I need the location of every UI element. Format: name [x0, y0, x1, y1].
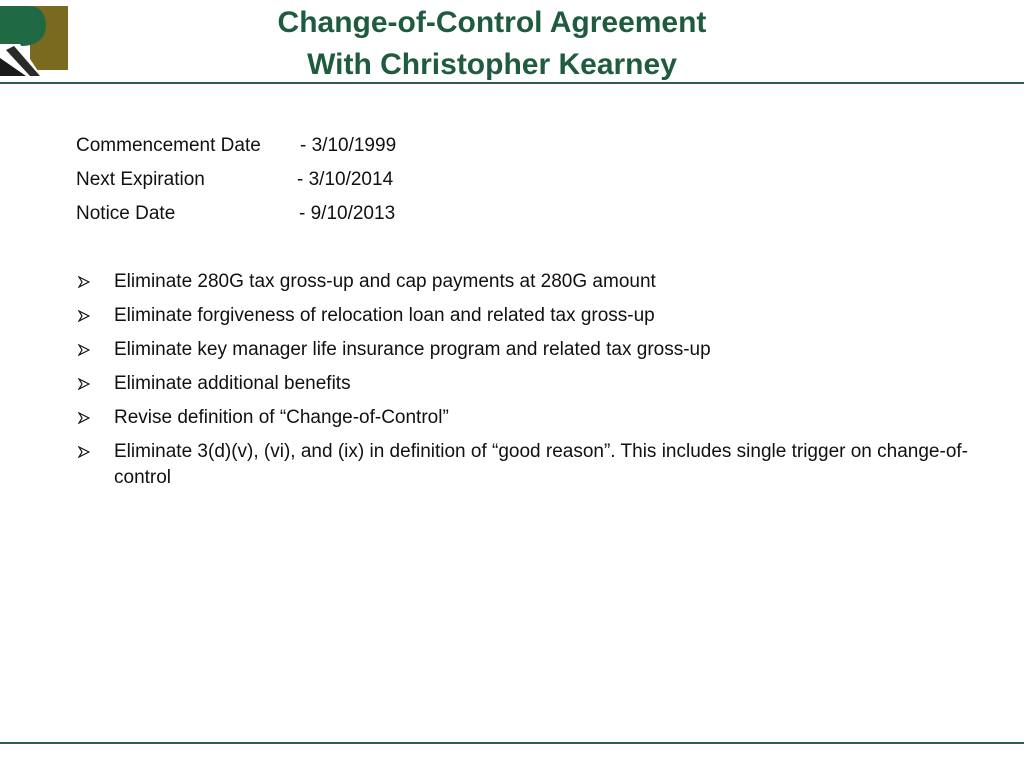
bullet-text: Eliminate additional benefits [114, 373, 351, 394]
title-line-2: With Christopher Kearney [307, 48, 677, 81]
list-item [76, 269, 996, 295]
date-value: - 3/10/2014 [297, 169, 394, 190]
arrow-bullet-icon [78, 276, 90, 288]
date-label: Commencement Date [76, 135, 261, 156]
arrow-bullet-icon [78, 446, 90, 458]
arrow-bullet-icon [78, 412, 90, 424]
arrow-bullet-icon [78, 310, 90, 322]
header-divider [0, 82, 1024, 84]
arrow-bullet-icon [78, 344, 90, 356]
footer-divider [0, 742, 1024, 744]
date-value: - 9/10/2013 [299, 203, 396, 224]
company-logo-icon [0, 6, 68, 76]
bullet-list [76, 269, 996, 499]
date-label: Next Expiration [76, 169, 205, 190]
page-title [140, 2, 844, 86]
bullet-text: Revise definition of “Change-of-Control” [114, 407, 449, 428]
list-item [76, 439, 996, 491]
title-line-1: Change-of-Control Agreement [277, 6, 707, 39]
list-item [76, 303, 996, 329]
list-item [76, 371, 996, 397]
bullet-text: Eliminate 280G tax gross-up and cap payments at 280G amount [114, 271, 656, 292]
date-label: Notice Date [76, 203, 176, 224]
bullet-text: Eliminate 3(d)(v), (vi), and (ix) in definition of “good reason”. This includes single trigger on change-of-control [114, 441, 968, 488]
list-item [76, 337, 996, 363]
date-value: - 3/10/1999 [300, 135, 397, 156]
list-item [76, 405, 996, 431]
arrow-bullet-icon [78, 378, 90, 390]
bullet-text: Eliminate key manager life insurance program and related tax gross-up [114, 339, 711, 360]
bullet-text: Eliminate forgiveness of relocation loan and related tax gross-up [114, 305, 655, 326]
